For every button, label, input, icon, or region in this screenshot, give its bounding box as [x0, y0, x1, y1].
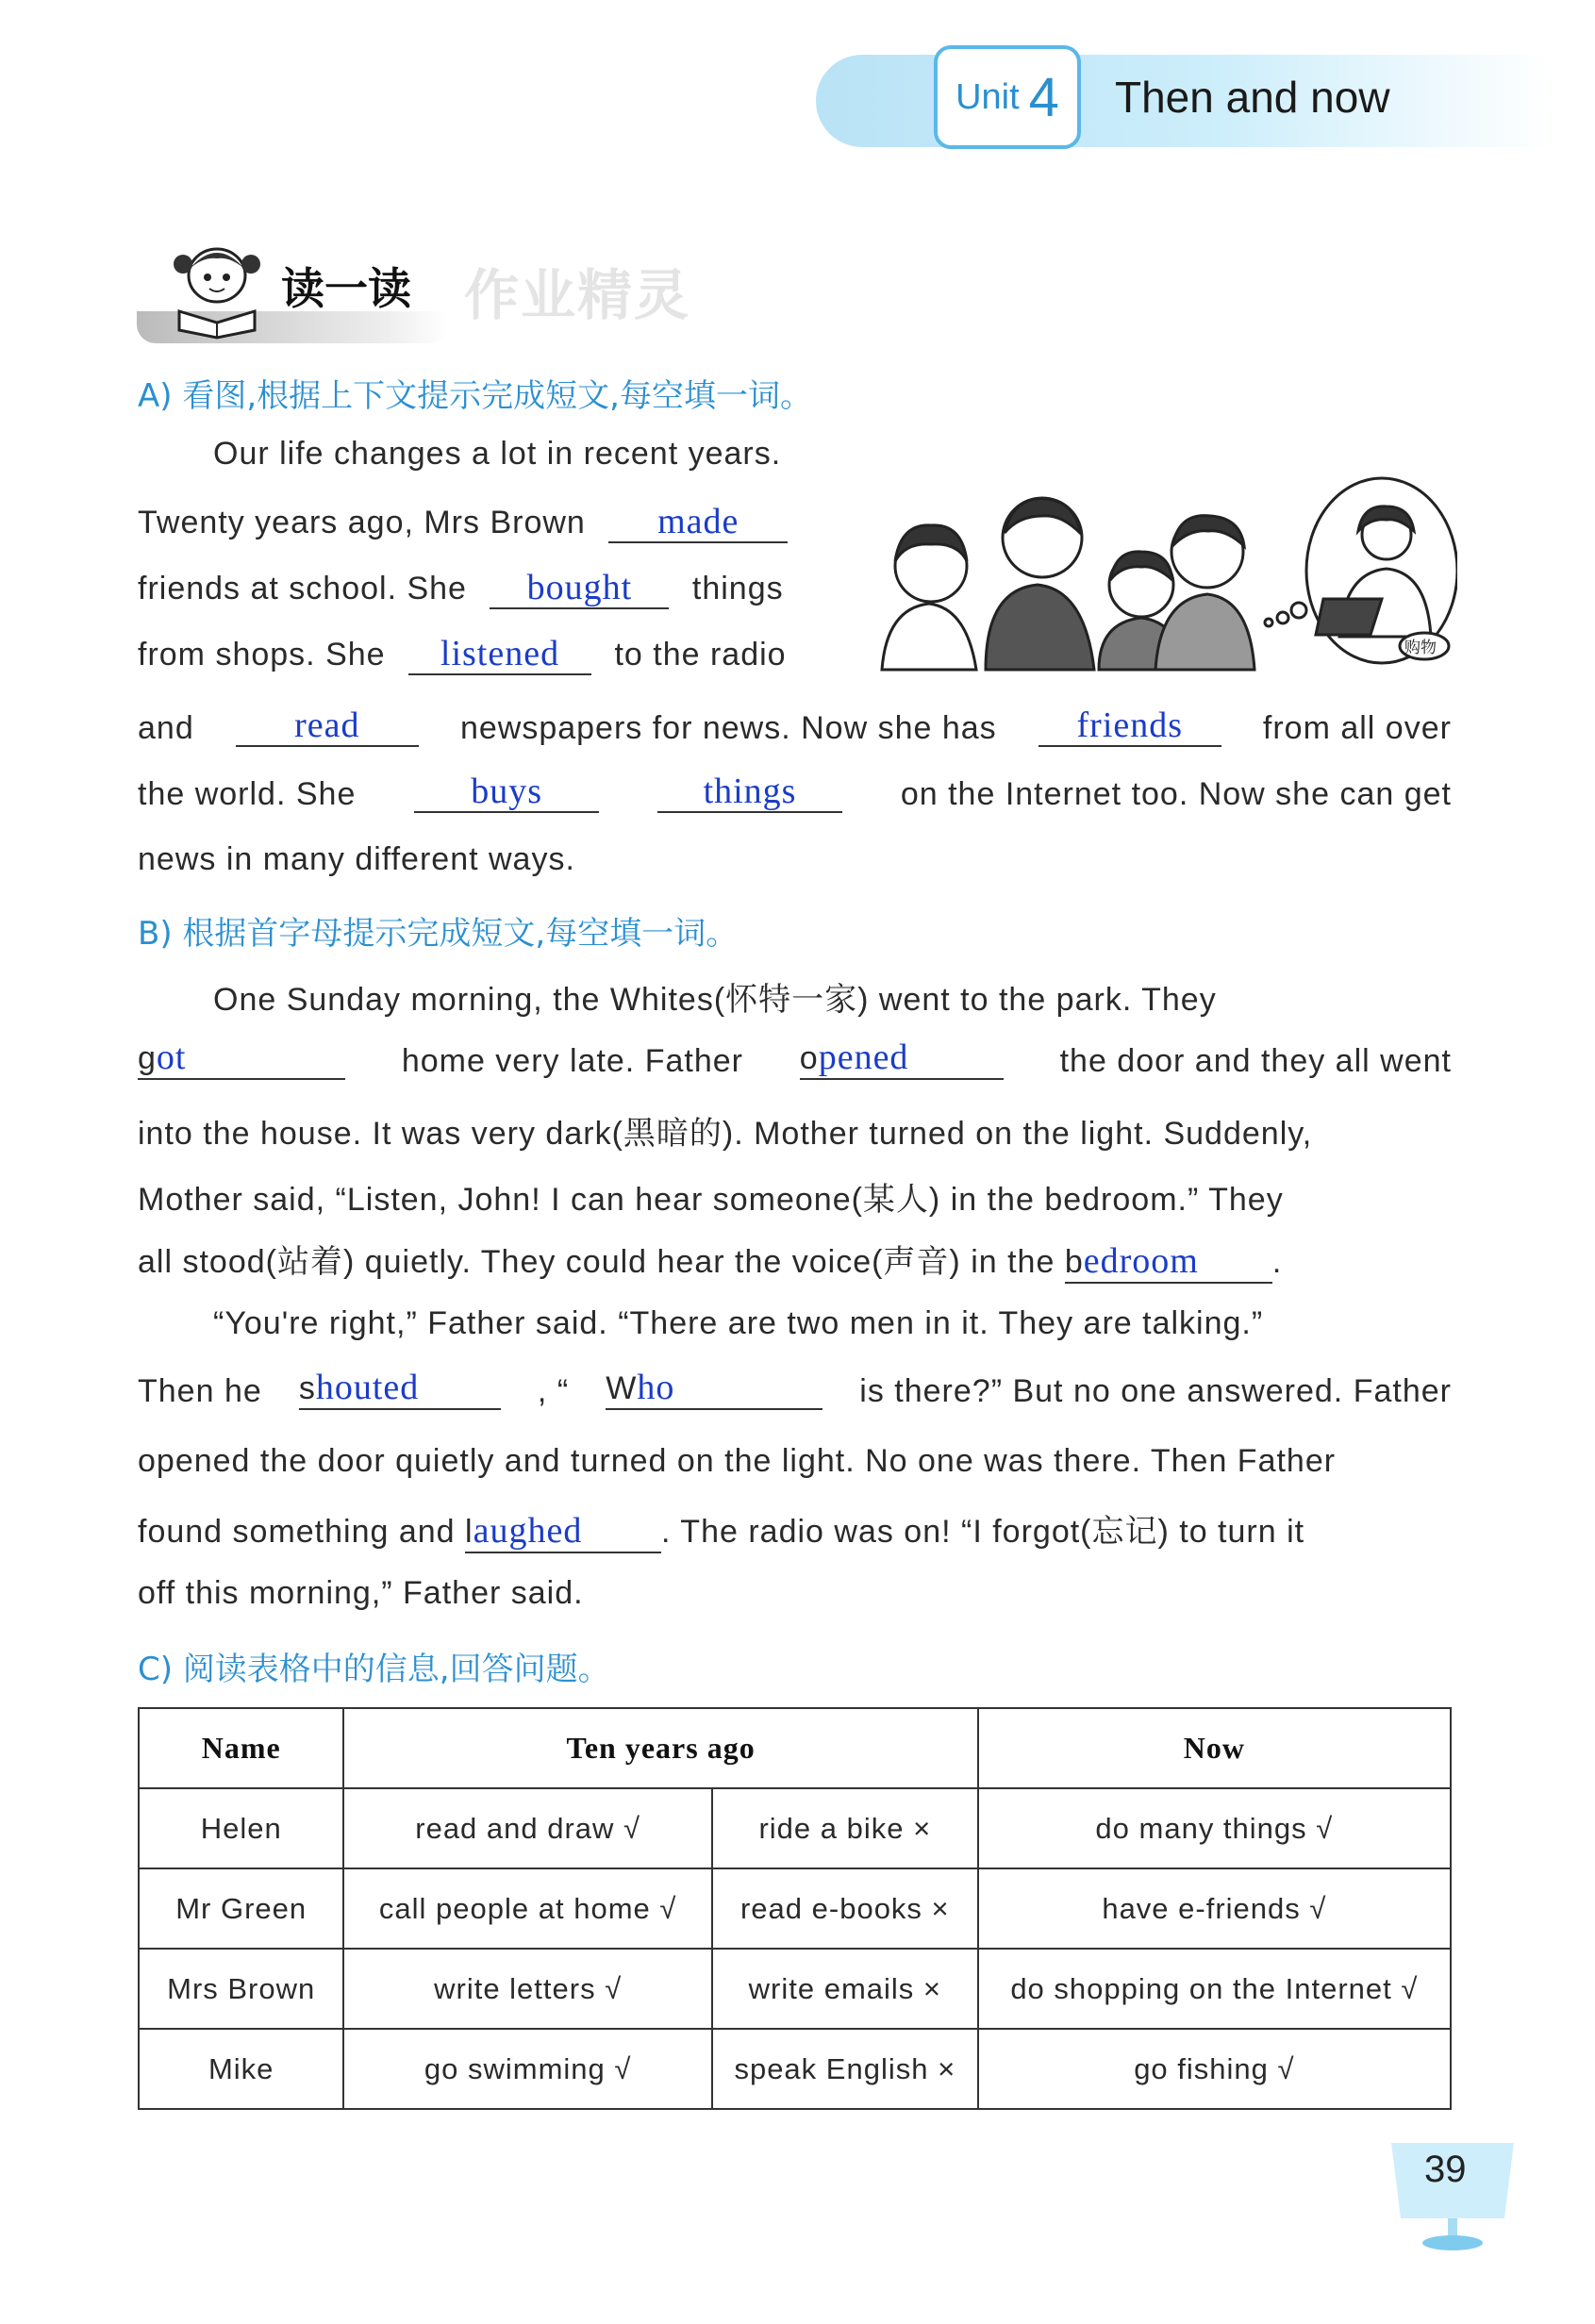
reading-girl-icon	[160, 236, 274, 340]
text: on the Internet too. Now she can get	[900, 776, 1452, 812]
part-a-line3	[138, 568, 838, 609]
info-table	[138, 1707, 1452, 2110]
unit-title: Then and now	[1115, 73, 1390, 122]
answer: ot	[156, 1038, 187, 1077]
cell-ago-a: read and draw √	[343, 1788, 712, 1868]
watermark: 作业精灵	[464, 263, 691, 327]
first-letter: g	[138, 1040, 157, 1076]
text: home very late. Father	[401, 1043, 743, 1079]
answer-blank-b4[interactable]	[299, 1368, 501, 1410]
text: Twenty years ago, Mrs Brown	[138, 505, 586, 540]
cell-name: Mr Green	[139, 1868, 343, 1949]
text: from all over	[1262, 710, 1452, 746]
part-b-p2-line2	[138, 1368, 1452, 1410]
text: .	[1271, 1244, 1283, 1280]
text: newspapers for news. Now she has	[459, 710, 997, 746]
cell-ago-a: write letters √	[343, 1949, 712, 2029]
header-now: Now	[978, 1708, 1451, 1788]
text: the door and they all went	[1059, 1043, 1452, 1079]
part-a-line1: Our life changes a lot in recent years.	[213, 436, 782, 472]
cell-ago-b: read e-books ×	[712, 1868, 978, 1949]
first-letter: o	[799, 1040, 819, 1076]
header-ten-years-ago: Ten years ago	[343, 1708, 977, 1788]
text: friends at school. She	[138, 571, 467, 606]
part-b-p2-line5: off this morning,” Father said.	[138, 1575, 584, 1611]
answer: edroom	[1083, 1241, 1199, 1281]
text: found something and	[138, 1514, 456, 1550]
first-letter: b	[1064, 1244, 1084, 1280]
table-header-row	[139, 1708, 1451, 1788]
table-row	[139, 2029, 1451, 2109]
part-b-p1-line1: One Sunday morning, the Whites(怀特一家) went to the park. They	[213, 982, 1217, 1018]
cell-name: Mike	[139, 2029, 343, 2109]
part-b-p1-line4: Mother said, “Listen, John! I can hear someone(某人) in the bedroom.” They	[138, 1182, 1284, 1218]
table-row	[139, 1868, 1451, 1949]
cell-ago-a: call people at home √	[343, 1868, 712, 1949]
answer-blank-b1[interactable]	[138, 1038, 345, 1080]
cell-name: Mrs Brown	[139, 1949, 343, 2029]
answer: pened	[818, 1038, 909, 1077]
cell-ago-b: write emails ×	[712, 1949, 978, 2029]
text: and	[138, 710, 194, 746]
answer: ho	[637, 1368, 675, 1407]
answer-blank-3[interactable]: listened	[408, 634, 591, 675]
answer-blank-7[interactable]: things	[657, 772, 842, 813]
bubble-label: 购物	[1404, 639, 1437, 657]
part-b-p2-line4	[138, 1505, 1304, 1553]
part-b-p1-line2	[138, 1038, 1452, 1080]
cell-now: do many things √	[978, 1788, 1451, 1868]
text: things	[691, 571, 784, 606]
text: is there?” But no one answered. Father	[859, 1373, 1452, 1409]
text: all stood(站着) quietly. They could hear the voice(声音) in the	[138, 1244, 1055, 1280]
text: from shops. She	[138, 637, 386, 672]
part-a-line7: news in many different ways.	[138, 841, 575, 877]
unit-number: 4	[1028, 66, 1059, 128]
page-number: 39	[1424, 2149, 1467, 2190]
first-letter: s	[298, 1370, 316, 1406]
answer-blank-5[interactable]: friends	[1038, 706, 1221, 747]
part-a-line5	[138, 706, 1452, 747]
cell-now: do shopping on the Internet √	[978, 1949, 1451, 2029]
text: . The radio was on! “I forgot(忘记) to turn it	[661, 1514, 1305, 1550]
unit-word: Unit	[955, 76, 1020, 117]
answer-blank-b3[interactable]	[1065, 1241, 1272, 1284]
part-b-instruction: B) 根据首字母提示完成短文,每空填一词。	[138, 915, 739, 953]
part-a-line2	[138, 502, 788, 543]
part-a-instruction: A) 看图,根据上下文提示完成短文,每空填一词。	[138, 377, 812, 415]
illustration	[872, 467, 1457, 679]
cell-ago-b: ride a bike ×	[712, 1788, 978, 1868]
part-b-p1-line3: into the house. It was very dark(黑暗的). Mother turned on the light. Suddenly,	[138, 1116, 1313, 1152]
text: to the radio	[614, 637, 787, 672]
answer: aughed	[473, 1511, 583, 1551]
answer-blank-4[interactable]: read	[236, 706, 419, 747]
answer: houted	[315, 1368, 420, 1407]
answer-blank-2[interactable]: bought	[490, 568, 669, 609]
section-title: 读一读	[281, 263, 411, 314]
part-a-line6	[138, 772, 1452, 813]
first-letter: l	[465, 1514, 474, 1550]
answer-blank-b6[interactable]	[465, 1511, 661, 1553]
answer-blank-1[interactable]: made	[608, 502, 788, 543]
answer-blank-b5[interactable]	[606, 1368, 822, 1410]
cell-now: have e-friends √	[978, 1868, 1451, 1949]
cell-name: Helen	[139, 1788, 343, 1868]
part-b-p2-line3: opened the door quietly and turned on the light. No one was there. Then Father	[138, 1443, 1337, 1479]
answer-blank-6[interactable]: buys	[414, 772, 599, 813]
cell-ago-b: speak English ×	[712, 2029, 978, 2109]
table-row	[139, 1949, 1451, 2029]
part-c-instruction: C) 阅读表格中的信息,回答问题。	[138, 1651, 610, 1688]
header-name: Name	[139, 1708, 343, 1788]
part-b-p2-line1: “You're right,” Father said. “There are two men in it. They are talking.”	[213, 1305, 1264, 1341]
text: Then he	[138, 1373, 262, 1409]
unit-badge	[934, 45, 1081, 149]
text: , “	[537, 1373, 570, 1409]
part-b-p1-line5	[138, 1236, 1282, 1284]
part-a-line4	[138, 634, 787, 675]
first-letter: W	[606, 1370, 638, 1406]
table-row	[139, 1788, 1451, 1868]
answer-blank-b2[interactable]	[800, 1038, 1004, 1080]
cell-ago-a: go swimming √	[343, 2029, 712, 2109]
text: the world. She	[138, 776, 357, 812]
cell-now: go fishing √	[978, 2029, 1451, 2109]
